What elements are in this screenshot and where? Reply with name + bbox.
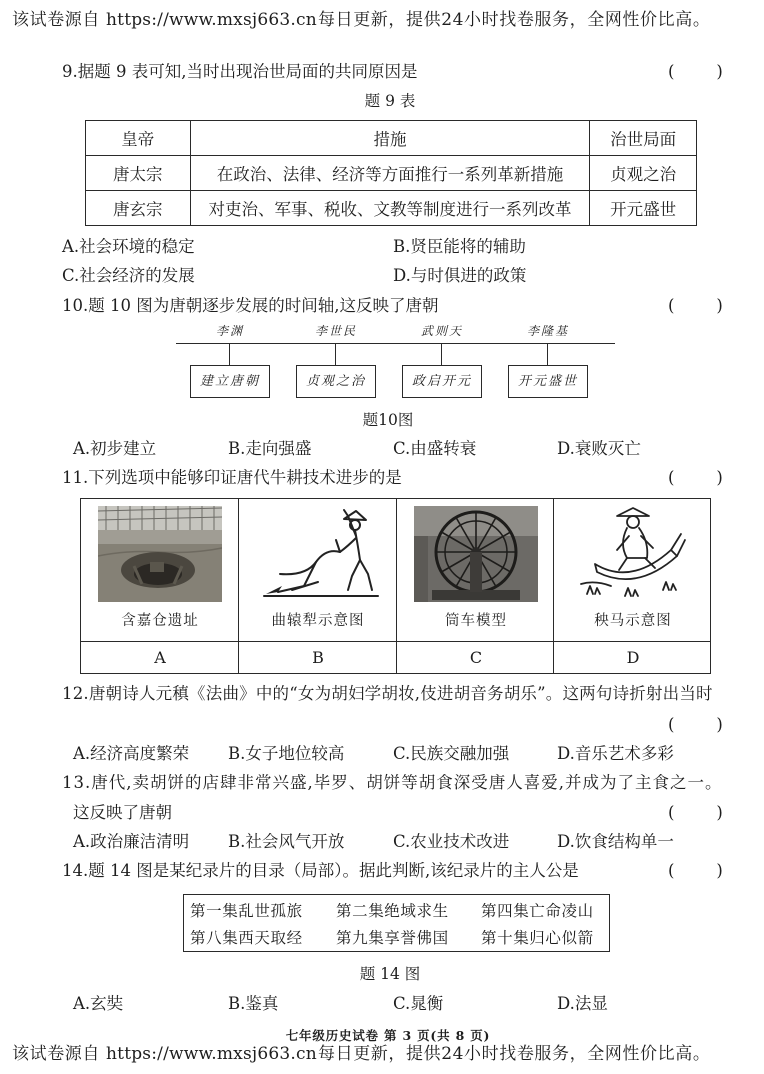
q9-option-d: D.与时俱进的政策 (393, 266, 527, 285)
q10-figure-caption: 题10图 (362, 411, 414, 429)
timeline-axis (176, 343, 615, 344)
table-header-cell: 措施 (190, 121, 590, 156)
table-cell: 在政治、法律、经济等方面推行一系列革新措施 (190, 156, 590, 191)
choice-caption: 筒车模型 (445, 613, 507, 629)
choice-caption: 含嘉仓遗址 (121, 613, 199, 629)
q10-option-b: B.走向强盛 (228, 439, 312, 458)
q12-option-c: C.民族交融加强 (393, 744, 510, 763)
episode-title: 第十集归心似箭 (481, 929, 594, 947)
table-header-cell: 皇帝 (86, 121, 191, 156)
q9-answer-bracket: ( ) (668, 62, 723, 81)
choice-cell-d (554, 499, 712, 641)
table-row (86, 191, 697, 226)
q14-option-d: D.法显 (557, 994, 608, 1013)
q13-option-a: A.政治廉洁清明 (73, 832, 190, 851)
timeline-person: 武则天 (420, 324, 464, 338)
q13-stem-line2: 这反映了唐朝 (73, 803, 172, 822)
q10-option-c: C.由盛转衰 (393, 439, 477, 458)
header-slogan: 每日更新，提供24小时找卷服务，全网性价比高。 (318, 10, 711, 30)
q11-stem: 11.下列选项中能够印证唐代牛耕技术进步的是 (62, 468, 402, 487)
q13-option-c: C.农业技术改进 (393, 832, 510, 851)
q13-option-b: B.社会风气开放 (228, 832, 345, 851)
timeline-tick (335, 343, 336, 365)
choice-cell-b (239, 499, 397, 641)
q12-option-b: B.女子地位较高 (228, 744, 345, 763)
footer-source-notice (12, 1043, 317, 1065)
header-url: https://www.mxsj663.cn (106, 10, 317, 30)
q14-option-c: C.晁衡 (393, 994, 444, 1013)
q13-answer-bracket: ( ) (668, 803, 723, 822)
episode-title: 第四集亡命凌山 (481, 902, 594, 920)
q9-option-c: C.社会经济的发展 (62, 266, 195, 285)
table-cell: 开元盛世 (590, 191, 697, 226)
seedling-horse-illustration (571, 506, 695, 602)
table-cell: 唐太宗 (86, 156, 191, 191)
timeline-event-box: 贞观之治 (296, 365, 376, 398)
table-header-cell: 治世局面 (590, 121, 697, 156)
timeline-tick (441, 343, 442, 365)
q12-stem: 12.唐朝诗人元稹《法曲》中的“女为胡妇学胡妆,伎进胡音务胡乐”。这两句诗折射出当时 (62, 684, 713, 703)
timeline-event-box: 建立唐朝 (190, 365, 270, 398)
timeline-tick (547, 343, 548, 365)
table-cell: 贞观之治 (590, 156, 697, 191)
q14-answer-bracket: ( ) (668, 861, 723, 880)
timeline-person: 李隆基 (526, 324, 570, 338)
q14-documentary-contents (183, 894, 610, 952)
q10-answer-bracket: ( ) (668, 296, 723, 315)
choice-letter: A (154, 648, 166, 667)
choice-letter: D (626, 648, 640, 667)
table-cell: 对吏治、军事、税收、文教等制度进行一系列改革 (190, 191, 590, 226)
q10-option-d: D.衰败灭亡 (557, 439, 641, 458)
choice-caption: 秧马示意图 (594, 613, 672, 629)
q12-option-a: A.经济高度繁荣 (73, 744, 190, 763)
q13-stem-line1: 13.唐代,卖胡饼的店肆非常兴盛,毕罗、胡饼等胡食深受唐人喜爱,并成为了主食之一。 (62, 773, 723, 792)
granary-site-photo (98, 506, 222, 602)
choice-caption: 曲辕犁示意图 (271, 613, 365, 629)
choice-letter: B (312, 648, 324, 667)
water-wheel-model-photo (414, 506, 538, 602)
footer-slogan: 每日更新，提供24小时找卷服务，全网性价比高。 (318, 1044, 711, 1064)
curved-plough-illustration (256, 506, 380, 602)
episode-title: 第八集西天取经 (190, 929, 303, 947)
q14-option-b: B.鉴真 (228, 994, 279, 1013)
timeline-event-box: 开元盛世 (508, 365, 588, 398)
q10-option-a: A.初步建立 (73, 439, 157, 458)
choice-cell-c (397, 499, 555, 641)
table-header-row (86, 121, 697, 156)
timeline-event-box: 政启开元 (402, 365, 482, 398)
header-source-label: 该试卷源自 (12, 10, 100, 30)
choice-cell-a (81, 499, 239, 641)
episode-title: 第一集乱世孤旅 (190, 902, 303, 920)
q9-option-a: A.社会环境的稳定 (62, 237, 195, 256)
q10-stem: 10.题 10 图为唐朝逐步发展的时间轴,这反映了唐朝 (62, 296, 439, 315)
q11-answer-bracket: ( ) (668, 468, 723, 487)
episode-title: 第二集绝域求生 (336, 902, 449, 920)
q14-figure-caption: 题 14 图 (359, 965, 421, 983)
q13-option-d: D.饮食结构单一 (557, 832, 674, 851)
q11-choice-grid (80, 498, 711, 674)
q9-option-b: B.贤臣能将的辅助 (393, 237, 526, 256)
table-cell: 唐玄宗 (86, 191, 191, 226)
table-row (86, 156, 697, 191)
q12-answer-bracket: ( ) (668, 715, 723, 734)
timeline-tick (229, 343, 230, 365)
header-source-notice (12, 9, 317, 31)
footer-url: https://www.mxsj663.cn (106, 1044, 317, 1064)
q9-stem: 9.据题 9 表可知,当时出现治世局面的共同原因是 (62, 62, 418, 81)
q9-table-caption: 题 9 表 (364, 92, 416, 110)
timeline-person: 李渊 (215, 324, 245, 338)
q12-option-d: D.音乐艺术多彩 (557, 744, 674, 763)
q14-option-a: A.玄奘 (73, 994, 124, 1013)
q9-table (85, 120, 697, 226)
q14-stem: 14.题 14 图是某纪录片的目录（局部）。据此判断,该纪录片的主人公是 (62, 861, 579, 880)
choice-letter: C (469, 648, 483, 667)
footer-source-label: 该试卷源自 (12, 1044, 100, 1064)
episode-title: 第九集享誉佛国 (336, 929, 449, 947)
page-footer: 七年级历史试卷 第 3 页(共 8 页) (285, 1028, 491, 1043)
timeline-person: 李世民 (314, 324, 358, 338)
